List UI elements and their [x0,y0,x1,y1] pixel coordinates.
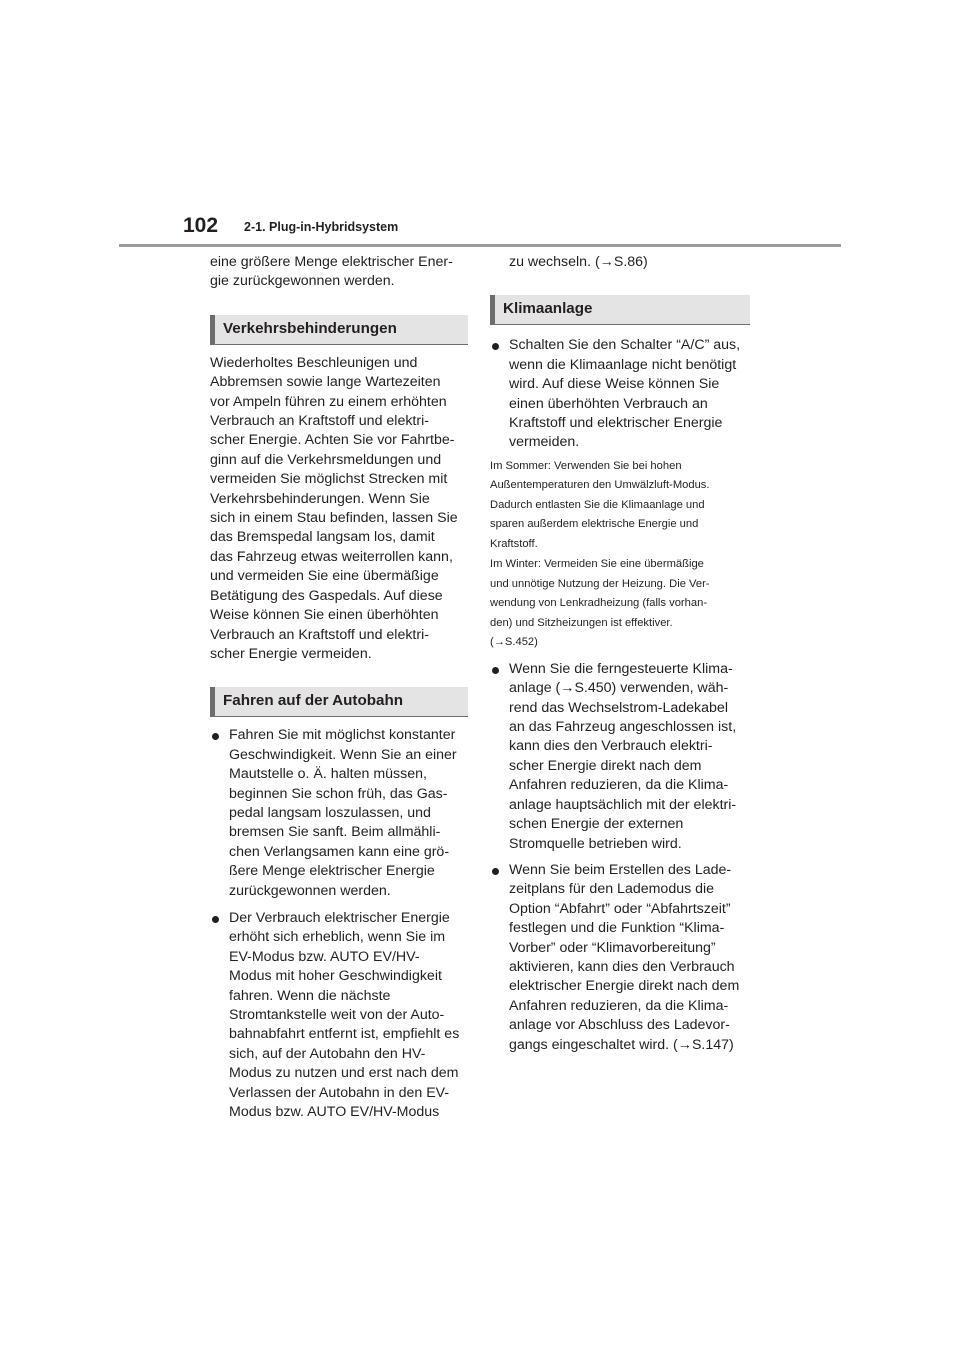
text-line: den) und Sitzheizungen ist effektiver. [490,616,673,629]
text-line: und unnötige Nutzung der Heizung. Die Ver- [490,577,710,590]
section-heading-highway: Fahren auf der Autobahn [210,687,468,717]
text-line: das Bremspedal langsam los, damit [210,529,435,546]
text-line: schen Energie der externen [509,816,684,833]
text-line: bahnabfahrt entfernt ist, empfiehlt es [229,1026,460,1043]
text-line: scher Energie. Achten Sie vor Fahrtbe- [210,432,455,449]
text-line: anlage vor Abschluss des Ladevor- [509,1017,730,1034]
text-line: festlegen und die Funktion “Klima- [509,920,725,937]
text-line: sich, auf der Autobahn den HV- [229,1045,426,1062]
bullet-dot-icon [212,733,219,740]
note-winter [490,555,750,653]
text-line: scher Energie vermeiden. [210,645,372,662]
text-line: Modus zu nutzen und erst nach dem [229,1065,459,1082]
text-line: zeitplans für den Lademodus die [509,881,715,898]
text-line: an das Fahrzeug angeschlossen ist, [509,719,737,736]
text-line: Kraftstoff und elektrischer Energie [509,415,723,432]
text-line: Verkehrsbehinderungen. Wenn Sie [210,490,430,507]
page-number: 102 [183,214,219,237]
section-heading-climate: Klimaanlage [490,295,750,325]
text-line: beginnen Sie schon früh, das Gas- [229,785,448,802]
bullet-item [490,336,750,452]
text-line: Der Verbrauch elektrischer Energie [229,909,450,926]
text-line: Weise können Sie einen überhöhten [210,607,439,624]
text-line: Option “Abfahrt” oder “Abfahrtszeit” [509,900,731,917]
text-line: Stromquelle betrieben wird. [509,835,682,852]
text-line: wird. Auf diese Weise können Sie [509,376,720,393]
text-line: aktivieren, kann dies den Verbrauch [509,958,735,975]
text-line: EV-Modus bzw. AUTO EV/HV- [229,948,420,965]
chapter-title: 2-1. Plug-in-Hybridsystem [244,220,399,234]
text-line: pedal langsam loszulassen, und [229,804,431,821]
text-line: Verbrauch an Kraftstoff und elektri- [210,626,429,643]
text-line: gangs eingeschaltet wird. (→S.147) [509,1036,734,1053]
bullet-item [210,726,468,901]
text-line: Kraftstoff. [490,537,538,550]
text-line: Wiederholtes Beschleunigen und [210,354,418,371]
text-line: zu wechseln. (→S.86) [509,254,648,270]
bullet-item [210,909,468,1122]
traffic-paragraph [210,354,468,665]
text-line: Im Sommer: Verwenden Sie bei hohen [490,459,682,472]
text-line: ßere Menge elektrischer Energie [229,863,435,880]
text-line: Außentemperaturen den Umwälzluft-Modus. [490,479,710,492]
text-line: Anfahren reduzieren, da die Klima- [509,777,729,794]
text-line: Vorber” oder “Klimavorbereitung” [509,939,716,956]
text-line: rend das Wechselstrom-Ladekabel [509,699,728,716]
text-line: Betätigung des Gaspedals. Auf diese [210,587,443,604]
text-line: sich in einem Stau befinden, lassen Sie [210,510,458,527]
text-line: Wenn Sie beim Erstellen des Lade- [509,861,732,878]
text-line: vermeiden Sie möglichst Strecken mit [210,471,448,488]
text-line: einen überhöhten Verbrauch an [509,395,708,412]
text-line: das Fahrzeug etwas weiterrollen kann, [210,548,453,565]
text-line: vermeiden. [509,434,580,451]
left-column [210,253,468,1122]
intro-paragraph [210,253,468,292]
continuation-paragraph [490,253,750,272]
bullet-item [490,660,750,854]
text-line: zurückgewonnen werden. [229,882,391,899]
text-line: Schalten Sie den Schalter “A/C” aus, [509,337,741,354]
text-line: kann dies den Verbrauch elektri- [509,738,713,755]
text-line: sparen außerdem elektrische Energie und [490,518,699,531]
text-line: eine größere Menge elektrischer Ener- [210,254,453,270]
text-line: Fahren Sie mit möglichst konstanter [229,727,456,744]
bullet-dot-icon [492,343,499,350]
text-line: Geschwindigkeit. Wenn Sie an einer [229,746,457,763]
header-rule [119,244,841,247]
text-line: Abbremsen sowie lange Wartezeiten [210,374,441,391]
text-line: wendung von Lenkradheizung (falls vorhan- [490,597,708,610]
text-line: Modus bzw. AUTO EV/HV-Modus [229,1104,440,1121]
text-line: elektrischer Energie direkt nach dem [509,978,740,995]
text-line: erhöht sich erheblich, wenn Sie im [229,929,446,946]
text-line: scher Energie direkt nach dem [509,757,702,774]
text-line: vor Ampeln führen zu einem erhöhten [210,393,447,410]
text-line: bremsen Sie sanft. Beim allmähli- [229,824,441,841]
text-line: Mautstelle o. Ä. halten müssen, [229,766,427,783]
text-line: und vermeiden Sie eine übermäßige [210,568,439,585]
text-line: Wenn Sie die ferngesteuerte Klima- [509,660,733,677]
text-line: anlage hauptsächlich mit der elektri- [509,796,737,813]
bullet-dot-icon [492,667,499,674]
text-line: Verbrauch an Kraftstoff und elektri- [210,413,429,430]
text-line: ginn auf die Verkehrsmeldungen und [210,451,442,468]
bullet-item [490,861,750,1055]
bullet-dot-icon [212,916,219,923]
text-line: Anfahren reduzieren, da die Klima- [509,997,729,1014]
text-line: chen Verlangsamen kann eine grö- [229,843,450,860]
text-line: Verlassen der Autobahn in den EV- [229,1084,450,1101]
text-line: gie zurückgewonnen werden. [210,273,395,290]
text-line: Dadurch entlasten Sie die Klimaanlage und [490,498,705,511]
text-line: Modus mit hoher Geschwindigkeit [229,968,442,985]
bullet-dot-icon [492,868,499,875]
text-line: (→S.452) [490,636,538,649]
text-line: anlage (→S.450) verwenden, wäh- [509,680,729,697]
right-column [490,253,750,1055]
text-line: Stromtankstelle weit von der Auto- [229,1007,445,1023]
text-line: fahren. Wenn die nächste [229,987,391,1004]
note-summer [490,457,750,555]
text-line: Im Winter: Vermeiden Sie eine übermäßige [490,558,704,571]
text-line: wenn die Klimaanlage nicht benötigt [509,356,737,373]
section-heading-traffic: Verkehrsbehinderungen [210,315,468,345]
